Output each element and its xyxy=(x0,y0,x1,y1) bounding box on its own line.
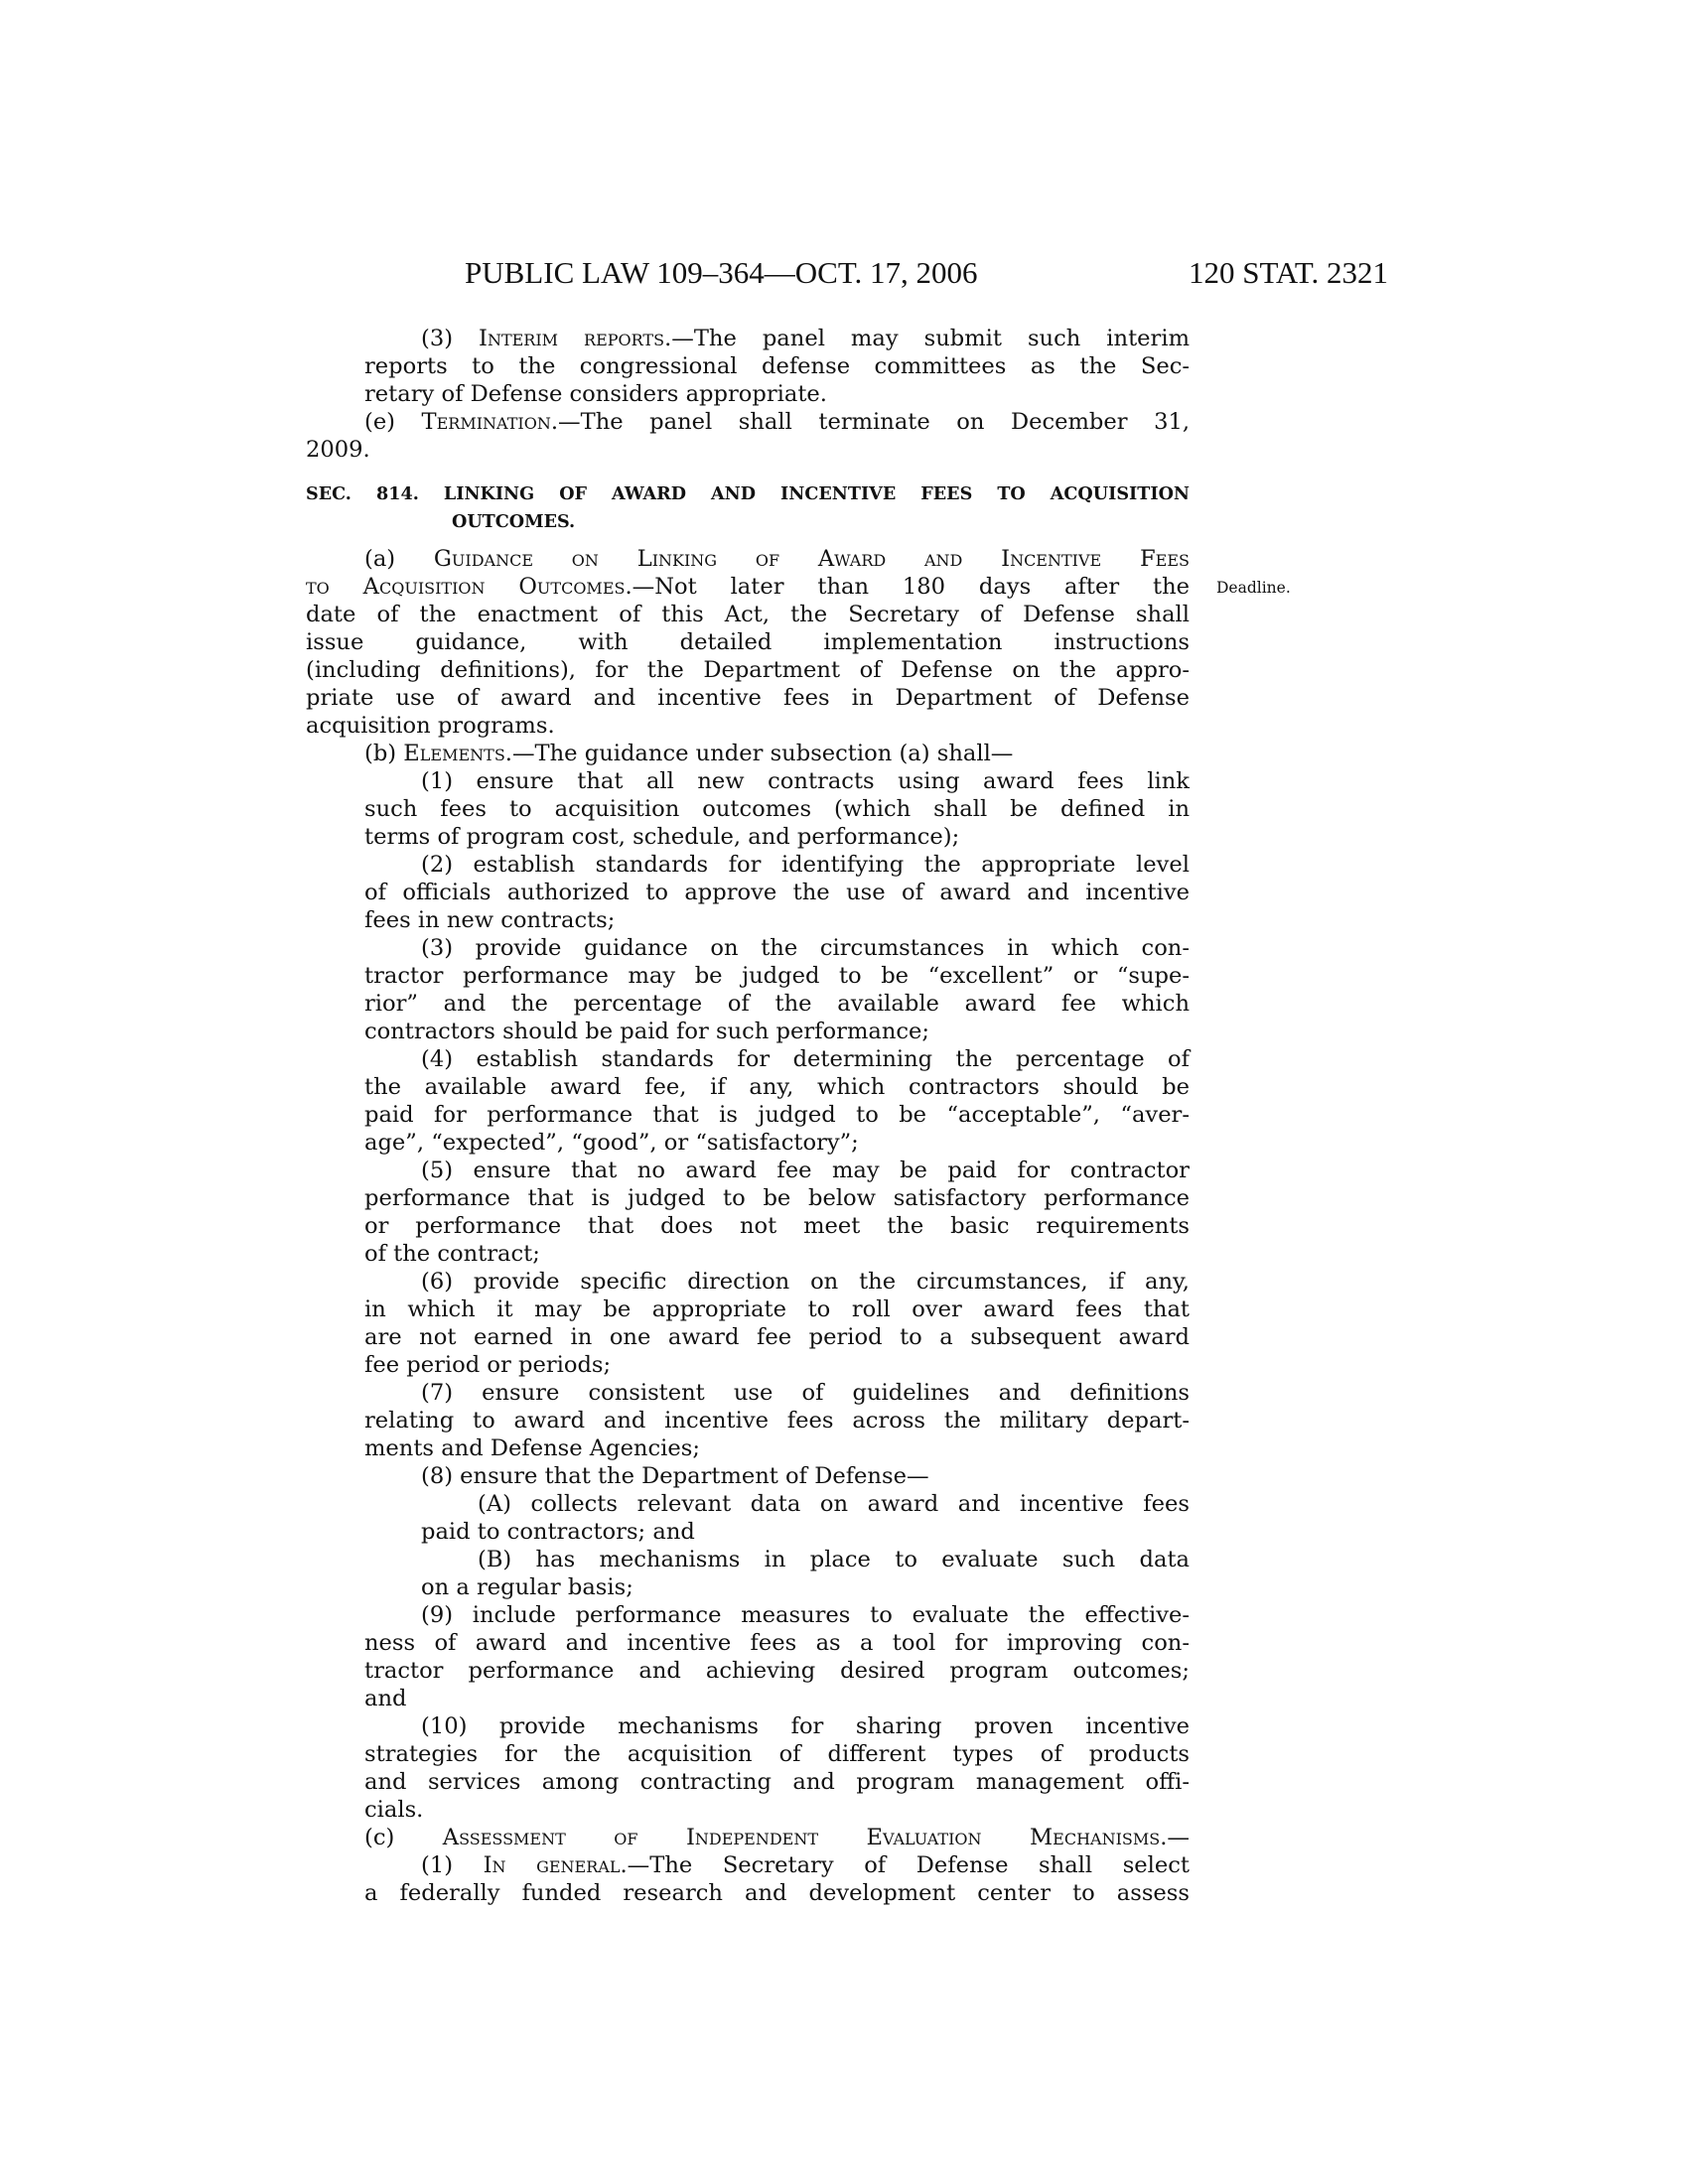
text-run: paid to contractors; and xyxy=(421,1519,695,1545)
text-run: ments and Defense Agencies; xyxy=(364,1435,700,1461)
small-caps-heading-run: Interim reports xyxy=(479,326,665,351)
text-line xyxy=(306,990,1190,1018)
text-line xyxy=(306,573,1190,601)
text-line xyxy=(306,1824,1190,1851)
text-line xyxy=(306,325,1190,352)
text-run: of the contract; xyxy=(364,1241,540,1267)
text-line xyxy=(306,1240,1190,1268)
text-run: reports to the congressional defense committees as the Sec- xyxy=(364,353,1190,379)
text-run: .—The panel shall terminate on December 31, xyxy=(550,409,1190,435)
text-line xyxy=(306,1323,1190,1351)
text-line xyxy=(306,1434,1190,1462)
text-run: 2009. xyxy=(306,437,370,463)
text-run: (6) provide specific direction on the circumstances, if any, xyxy=(421,1269,1190,1295)
text-run: (a) xyxy=(364,546,434,572)
text-run: (7) ensure consistent use of guidelines and definitions xyxy=(421,1380,1190,1406)
section-heading-line-1: SEC. 814. LINKING OF AWARD AND INCENTIVE FEES TO ACQUISITION xyxy=(306,483,1190,504)
text-line xyxy=(306,740,1190,767)
text-run: or performance that does not meet the basic requirements xyxy=(364,1213,1190,1239)
text-run: a federally funded research and development center to assess xyxy=(364,1880,1190,1906)
text-run: (b) xyxy=(364,741,404,766)
text-run: (A) collects relevant data on award and incentive fees xyxy=(478,1491,1190,1517)
running-header-page-number: 120 STAT. 2321 xyxy=(1188,255,1388,290)
text-run: (B) has mechanisms in place to evaluate such data xyxy=(478,1547,1190,1572)
text-run: priate use of award and incentive fees in Department of Defense xyxy=(306,685,1190,711)
margin-note-deadline: Deadline. xyxy=(1216,579,1291,597)
text-line xyxy=(306,1351,1190,1379)
text-run: performance that is judged to be below satisfactory performance xyxy=(364,1185,1190,1211)
text-run: paid for performance that is judged to be “acceptable”, “aver- xyxy=(364,1102,1190,1128)
text-line xyxy=(306,795,1190,823)
text-line xyxy=(306,1573,1190,1601)
text-run: date of the enactment of this Act, the Secretary of Defense shall xyxy=(306,602,1190,627)
text-run: tractor performance and achieving desired program outcomes; xyxy=(364,1658,1190,1684)
text-line xyxy=(306,1768,1190,1796)
text-run: (5) ensure that no award fee may be paid for contractor xyxy=(421,1158,1190,1183)
text-run: terms of program cost, schedule, and performance); xyxy=(364,824,960,850)
text-run: issue guidance, with detailed implementation instructions xyxy=(306,629,1190,655)
text-run: (9) include performance measures to evaluate the effective- xyxy=(421,1602,1190,1628)
text-run: are not earned in one award fee period to a subsequent award xyxy=(364,1324,1190,1350)
small-caps-heading-run: Termination xyxy=(421,409,551,435)
section-heading-line-2: OUTCOMES. xyxy=(452,511,576,532)
text-line xyxy=(306,1045,1190,1073)
text-line xyxy=(306,1296,1190,1323)
text-run: age”, “expected”, “good”, or “satisfactory”; xyxy=(364,1130,859,1156)
text-line xyxy=(306,1157,1190,1184)
text-line xyxy=(306,1629,1190,1657)
text-line xyxy=(306,1073,1190,1101)
text-line xyxy=(306,712,1190,740)
text-run: and xyxy=(364,1686,407,1711)
text-run: (including definitions), for the Department of Defense on the appro- xyxy=(306,657,1190,683)
text-line xyxy=(306,601,1190,628)
text-run: relating to award and incentive fees across the military depart- xyxy=(364,1408,1190,1433)
text-run: in which it may be appropriate to roll over award fees that xyxy=(364,1297,1190,1322)
section-heading xyxy=(306,480,1190,536)
text-line xyxy=(306,1685,1190,1712)
text-run: (e) xyxy=(364,409,422,435)
text-run: the available award fee, if any, which contractors should be xyxy=(364,1074,1190,1100)
text-run: fees in new contracts; xyxy=(364,907,616,933)
text-line xyxy=(306,1212,1190,1240)
text-run: (1) xyxy=(421,1852,484,1878)
small-caps-heading-run: Guidance on Linking of Award and Incentive Fees xyxy=(433,546,1190,572)
text-run: acquisition programs. xyxy=(306,713,555,739)
text-line xyxy=(306,628,1190,656)
text-line xyxy=(306,823,1190,851)
text-run: on a regular basis; xyxy=(421,1574,633,1600)
text-run: .—Not later than 180 days after the xyxy=(625,574,1191,600)
text-line xyxy=(306,1657,1190,1685)
text-line xyxy=(306,1518,1190,1546)
text-run: (3) xyxy=(421,326,480,351)
text-line xyxy=(306,1490,1190,1518)
text-run: .—The guidance under subsection (a) shall— xyxy=(504,741,1014,766)
text-line xyxy=(306,684,1190,712)
text-run: strategies for the acquisition of different types of products xyxy=(364,1741,1190,1767)
text-line xyxy=(306,1879,1190,1907)
text-line xyxy=(306,879,1190,906)
text-run: contractors should be paid for such performance; xyxy=(364,1019,930,1044)
text-line xyxy=(306,1268,1190,1296)
text-line xyxy=(306,1601,1190,1629)
text-line xyxy=(306,1796,1190,1824)
text-run: (1) ensure that all new contracts using award fees link xyxy=(421,768,1190,794)
text-run: (3) provide guidance on the circumstances in which con- xyxy=(421,935,1190,961)
text-line xyxy=(306,1101,1190,1129)
text-run: .— xyxy=(1160,1825,1190,1850)
text-line xyxy=(306,906,1190,934)
text-line xyxy=(306,962,1190,990)
text-line xyxy=(306,545,1190,573)
text-run: ness of award and incentive fees as a tool for improving con- xyxy=(364,1630,1190,1656)
text-run: (2) establish standards for identifying the appropriate level xyxy=(421,852,1190,878)
text-line xyxy=(306,408,1190,436)
text-line xyxy=(306,1129,1190,1157)
text-run: fee period or periods; xyxy=(364,1352,612,1378)
text-line xyxy=(306,1740,1190,1768)
text-line xyxy=(306,1546,1190,1573)
text-run: (10) provide mechanisms for sharing proven incentive xyxy=(421,1713,1190,1739)
text-line xyxy=(306,1712,1190,1740)
text-line xyxy=(306,380,1190,408)
text-line xyxy=(306,656,1190,684)
text-line xyxy=(306,436,1190,464)
text-line xyxy=(306,934,1190,962)
text-run: .—The panel may submit such interim xyxy=(664,326,1190,351)
text-run: .—The Secretary of Defense shall select xyxy=(620,1852,1190,1878)
text-block-section-814 xyxy=(306,545,1190,1907)
text-run: and services among contracting and program management offi- xyxy=(364,1769,1190,1795)
text-line xyxy=(306,1379,1190,1407)
text-line xyxy=(306,1462,1190,1490)
text-run: such fees to acquisition outcomes (which shall be defined in xyxy=(364,796,1190,822)
text-line xyxy=(306,1018,1190,1045)
text-run: retary of Defense considers appropriate. xyxy=(364,381,827,407)
small-caps-heading-run: to Acquisition Outcomes xyxy=(306,574,626,600)
running-header-title: PUBLIC LAW 109–364—OCT. 17, 2006 xyxy=(465,255,978,290)
text-line xyxy=(306,851,1190,879)
small-caps-heading-run: Elements xyxy=(403,741,505,766)
text-line xyxy=(306,1184,1190,1212)
text-run: (4) establish standards for determining the percentage of xyxy=(421,1046,1190,1072)
text-line xyxy=(306,352,1190,380)
text-run: of officials authorized to approve the use of award and incentive xyxy=(364,880,1190,905)
text-line xyxy=(306,767,1190,795)
small-caps-heading-run: In general xyxy=(483,1852,621,1878)
text-run: (c) xyxy=(364,1825,443,1850)
text-run: tractor performance may be judged to be “excellent” or “supe- xyxy=(364,963,1190,989)
text-block-continued xyxy=(306,325,1190,464)
text-run: cials. xyxy=(364,1797,424,1823)
text-run: (8) ensure that the Department of Defense— xyxy=(421,1463,929,1489)
small-caps-heading-run: Assessment of Independent Evaluation Mechanisms xyxy=(442,1825,1161,1850)
text-line xyxy=(306,1851,1190,1879)
text-line xyxy=(306,1407,1190,1434)
text-run: rior” and the percentage of the available award fee which xyxy=(364,991,1190,1017)
